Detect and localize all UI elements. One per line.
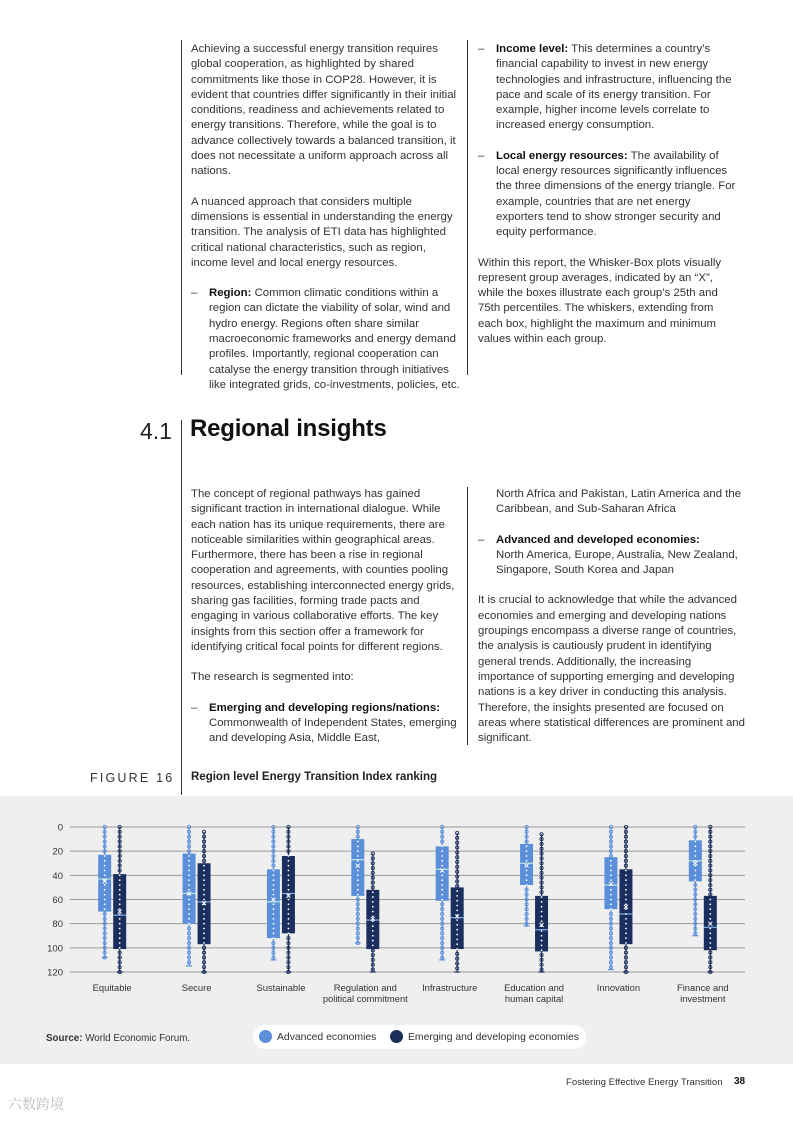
region-bullet-term: Region: [209,287,252,300]
data-point [541,945,543,947]
data-point [709,903,711,905]
data-point [372,906,374,908]
data-point [456,943,458,945]
data-point [456,934,458,936]
data-point [625,870,627,872]
data-point [203,908,205,910]
data-point [694,879,696,881]
data-point [441,879,443,881]
data-point [104,894,106,896]
data-point [288,918,290,920]
data-point [541,896,543,898]
source-text: World Economic Forum. [82,1033,191,1044]
data-point [625,874,627,876]
data-point [188,870,190,872]
data-point [625,937,627,939]
data-point [119,918,121,920]
data-point [526,855,528,857]
data-point [104,865,106,867]
legend-swatch-advanced [259,1030,272,1043]
data-point [456,919,458,921]
data-point [203,899,205,901]
data-point [694,850,696,852]
data-point [119,947,121,949]
data-point [456,890,458,892]
box-plot-chart [0,796,793,1021]
data-point [709,899,711,901]
box [351,839,364,896]
data-point [709,918,711,920]
data-point [357,889,359,891]
intro-left-column [191,42,463,408]
x-category-label: investment [680,993,726,1004]
data-point [372,935,374,937]
data-point [119,874,121,876]
data-point [288,874,290,876]
box [436,846,449,900]
data-point [709,908,711,910]
data-point [119,884,121,886]
data-point [372,896,374,898]
data-point [372,945,374,947]
data-point [372,901,374,903]
advanced-bullet-text: North America, Europe, Australia, New Zealand, Singapore, South Korea and Japan [496,548,738,577]
x-category-label: human capital [504,993,564,1004]
emerging-continued-text: North Africa and Pakistan, Latin America and the Caribbean, and Sub-Saharan Africa [496,488,742,516]
data-point [288,865,290,867]
bullet-dash: – [478,533,485,546]
data-point [104,855,106,857]
data-point [273,932,275,934]
data-point [273,937,275,939]
data-point [526,845,528,847]
resources-bullet-text: The availability of local energy resources significantly influences the three dimensions of the energy triangle. For example, countries that are net energy exporters tend to show stronger security and equity performance. [496,149,736,239]
data-point [203,889,205,891]
data-point [694,865,696,867]
source-note [46,1033,190,1044]
data-point [694,870,696,872]
data-point [288,855,290,857]
data-point [288,928,290,930]
data-point [273,879,275,881]
data-point [610,879,612,881]
data-point [203,932,205,934]
data-point [694,860,696,862]
regional-paragraph-2: The research is segmented into: [191,671,354,684]
emerging-bullet-text: Commonwealth of Independent States, emerging and developing Asia, Middle East, [209,716,457,745]
data-point [456,924,458,926]
emerging-bullet-continued [478,487,746,518]
x-category-label: Infrastructure [422,982,478,993]
data-point [456,900,458,902]
x-category-label: Regulation and [333,982,397,993]
data-point [357,874,359,876]
data-point [709,932,711,934]
income-bullet-text: This determines a country’s financial capability to invest in new energy technologies and infrastructure, influencing the pace and scale of its energy transition. For example, higher income levels correlate to increased energy consumption. [496,43,732,132]
section-rule [181,420,182,795]
box [98,855,111,912]
legend-label-advanced: Advanced economies [277,1032,377,1043]
data-point [456,948,458,950]
data-point [372,891,374,893]
box [520,844,533,885]
intro-paragraph-1: Achieving a successful energy transition requires global cooperation, as highlighted by shared commitments like those in COP28. However, it is evident that countries differ significantly in their initial conditions, readiness and achievements related to energy transitions. Therefore, while the goal is to advance collectively towards a balanced transition, it does not necessitate a uniform approach across all nations. [191,43,457,178]
data-point [625,889,627,891]
data-point [104,903,106,905]
legend-item-emerging [390,1030,579,1043]
data-point [203,913,205,915]
y-tick-label: 40 [52,870,63,882]
regional-left-column [191,487,463,761]
data-point [541,916,543,918]
data-point [203,884,205,886]
data-point [288,903,290,905]
data-point [441,860,443,862]
data-point [610,870,612,872]
data-point [273,903,275,905]
data-point [456,895,458,897]
whisker-paragraph: Within this report, the Whisker-Box plots visually represent group averages, indicated by an “X”, while the boxes illustrate each group’s 25th and 75th percentiles. The whiskers, extending from each box, highlight the maximum and minimum values within each group. [478,256,722,346]
data-point [288,870,290,872]
data-point [456,905,458,907]
data-point [372,930,374,932]
data-point [288,913,290,915]
data-point [441,894,443,896]
data-point [625,942,627,944]
data-point [541,901,543,903]
data-point [104,860,106,862]
data-point [203,942,205,944]
data-point [273,913,275,915]
data-point [119,923,121,925]
advanced-bullet [478,533,746,579]
data-point [625,913,627,915]
data-point [610,860,612,862]
data-point [119,932,121,934]
resources-bullet [478,149,738,241]
data-point [625,918,627,920]
data-point [203,870,205,872]
data-point [188,860,190,862]
data-point [288,884,290,886]
page-number: 38 [734,1076,746,1087]
data-point [104,908,106,910]
data-point [357,845,359,847]
data-point [188,923,190,925]
data-point [526,884,528,886]
data-point [610,889,612,891]
data-point [273,889,275,891]
data-point [288,923,290,925]
data-point [288,889,290,891]
data-point [526,874,528,876]
box [535,896,548,952]
data-point [203,928,205,930]
data-point [203,894,205,896]
data-point [456,909,458,911]
data-point [119,937,121,939]
regional-right-paragraph: It is crucial to acknowledge that while the advanced economies and emerging and developing nations groupings encompass a diverse range of countries, the analysis is cautiously prudent in identifying general trends. Additionally, the increasing importance of supporting emerging and developing nations is a key driver in conducting this analysis. Therefore, the insights presented are focused on areas where statistical differences are prominent and significant. [478,594,745,745]
data-point [709,928,711,930]
data-point [203,865,205,867]
data-point [188,865,190,867]
section-number: 4.1 [140,418,172,444]
data-point [104,884,106,886]
bullet-dash: – [191,287,198,300]
data-point [372,940,374,942]
y-tick-label: 20 [52,846,63,858]
legend-item-advanced [259,1030,376,1043]
intro-paragraph-2: A nuanced approach that considers multiple dimensions is essential in understanding the energy transition. The analysis of ETI data has highlighted critical national characteristics, such as region, income level and local energy resources. [191,195,453,269]
x-category-label: Finance and [677,982,729,993]
data-point [541,911,543,913]
data-point [357,870,359,872]
data-point [625,932,627,934]
income-bullet-term: Income level: [496,43,569,55]
data-point [188,903,190,905]
data-point [104,889,106,891]
left-column-rule [181,40,182,375]
source-label: Source: [46,1033,83,1044]
bullet-dash: – [478,43,485,55]
resources-bullet-term: Local energy resources: [496,149,628,162]
y-tick-label: 60 [52,895,63,906]
bullet-dash: – [191,701,198,714]
data-point [441,874,443,876]
data-point [610,903,612,905]
data-point [357,894,359,896]
data-point [119,889,121,891]
data-point [188,908,190,910]
data-point [625,923,627,925]
data-point [541,949,543,951]
x-category-label: Innovation [596,982,641,993]
advanced-bullet-term: Advanced and developed economies: [496,533,700,546]
data-point [119,928,121,930]
data-point [119,908,121,910]
data-point [526,879,528,881]
data-point [288,908,290,910]
data-point [288,899,290,901]
data-point [357,860,359,862]
data-point [288,932,290,934]
data-point [104,870,106,872]
data-point [694,845,696,847]
data-point [541,930,543,932]
data-point [610,865,612,867]
data-point [709,937,711,939]
footer-title: Fostering Effective Energy Transition [566,1077,723,1088]
data-point [625,928,627,930]
data-point [625,879,627,881]
region-bullet-text: Common climatic conditions within a region can dictate the viability of solar, wind and hydro energy. Regions often share similar macroeconomic frameworks and energy demand profiles. Importantly, regional cooperation can catalyse the energy transition through initiatives like integrated grids, co-investments, policies, etc. [209,287,460,391]
data-point [203,923,205,925]
data-point [288,879,290,881]
data-point [188,889,190,891]
data-point [357,841,359,843]
data-point [441,899,443,901]
data-point [441,855,443,857]
data-point [119,899,121,901]
data-point [357,850,359,852]
data-point [625,899,627,901]
right-column-rule [467,40,468,375]
data-point [357,879,359,881]
data-point [188,899,190,901]
bullet-dash: – [478,149,485,162]
data-point [372,925,374,927]
data-point [526,860,528,862]
emerging-bullet [191,701,463,747]
data-point [694,874,696,876]
data-point [273,928,275,930]
data-point [119,903,121,905]
data-point [541,920,543,922]
data-point [625,903,627,905]
data-point [709,947,711,949]
data-point [625,908,627,910]
data-point [273,918,275,920]
data-point [610,908,612,910]
data-point [694,841,696,843]
data-point [441,850,443,852]
emerging-bullet-term: Emerging and developing regions/nations: [209,701,440,714]
x-category-label: Education and [504,982,565,993]
data-point [203,937,205,939]
data-point [610,894,612,896]
y-tick-label: 100 [47,943,63,955]
data-point [188,884,190,886]
data-point [119,894,121,896]
data-point [188,879,190,881]
regional-paragraph-1: The concept of regional pathways has gained significant traction in international dialogue. While each nation has its unique requirements, there are noticeable similarities within geographical areas. Furthermore, there has been a rise in regional cooperation and agreements, with counties pooling resources, establishing interconnected energy grids, sharing gas facilities, forming trade pacts and engaging in various collaborative efforts. The key insights from this section offer a framework for identifying critical focal points for different regions. [191,488,455,653]
data-point [273,894,275,896]
data-point [273,884,275,886]
data-point [441,845,443,847]
data-point [188,913,190,915]
data-point [441,889,443,891]
data-point [456,929,458,931]
x-category-label: Sustainable [256,982,306,993]
figure-title: Region level Energy Transition Index ranking [191,771,438,783]
y-tick-label: 80 [52,919,63,931]
section-title: Regional insights [190,415,387,442]
data-point [441,884,443,886]
data-point [372,916,374,918]
data-point [273,874,275,876]
data-point [441,865,443,867]
data-point [357,884,359,886]
data-point [273,908,275,910]
data-point [541,935,543,937]
data-point [541,906,543,908]
region-bullet [191,286,463,393]
data-point [610,899,612,901]
watermark-logo: 六数跨境 [8,1096,64,1112]
data-point [273,870,275,872]
data-point [610,874,612,876]
y-tick-label: 120 [47,967,63,979]
data-point [357,855,359,857]
x-category-label: political commitment [322,993,408,1004]
legend-swatch-emerging [390,1030,403,1043]
data-point [372,920,374,922]
chart-legend [253,1025,586,1049]
data-point [625,884,627,886]
x-category-label: Secure [181,982,212,993]
data-point [625,894,627,896]
income-bullet [478,42,738,134]
data-point [694,855,696,857]
data-point [119,913,121,915]
x-category-label: Equitable [92,982,132,993]
intro-right-column [478,42,738,362]
data-point [203,874,205,876]
data-point [104,899,106,901]
data-point [188,918,190,920]
data-point [119,942,121,944]
data-point [288,860,290,862]
legend-label-emerging: Emerging and developing economies [408,1032,579,1043]
y-tick-label: 0 [57,822,63,834]
data-point [203,879,205,881]
data-point [203,918,205,920]
data-point [456,938,458,940]
data-point [709,942,711,944]
data-point [526,850,528,852]
data-point [372,911,374,913]
data-point [119,879,121,881]
data-point [273,923,275,925]
data-point [104,874,106,876]
data-point [188,874,190,876]
regional-right-column [478,487,746,761]
figure-label: FIGURE 16 [90,771,175,785]
data-point [188,855,190,857]
data-point [541,940,543,942]
regional-right-rule [467,487,468,745]
data-point [709,913,711,915]
data-point [526,870,528,872]
